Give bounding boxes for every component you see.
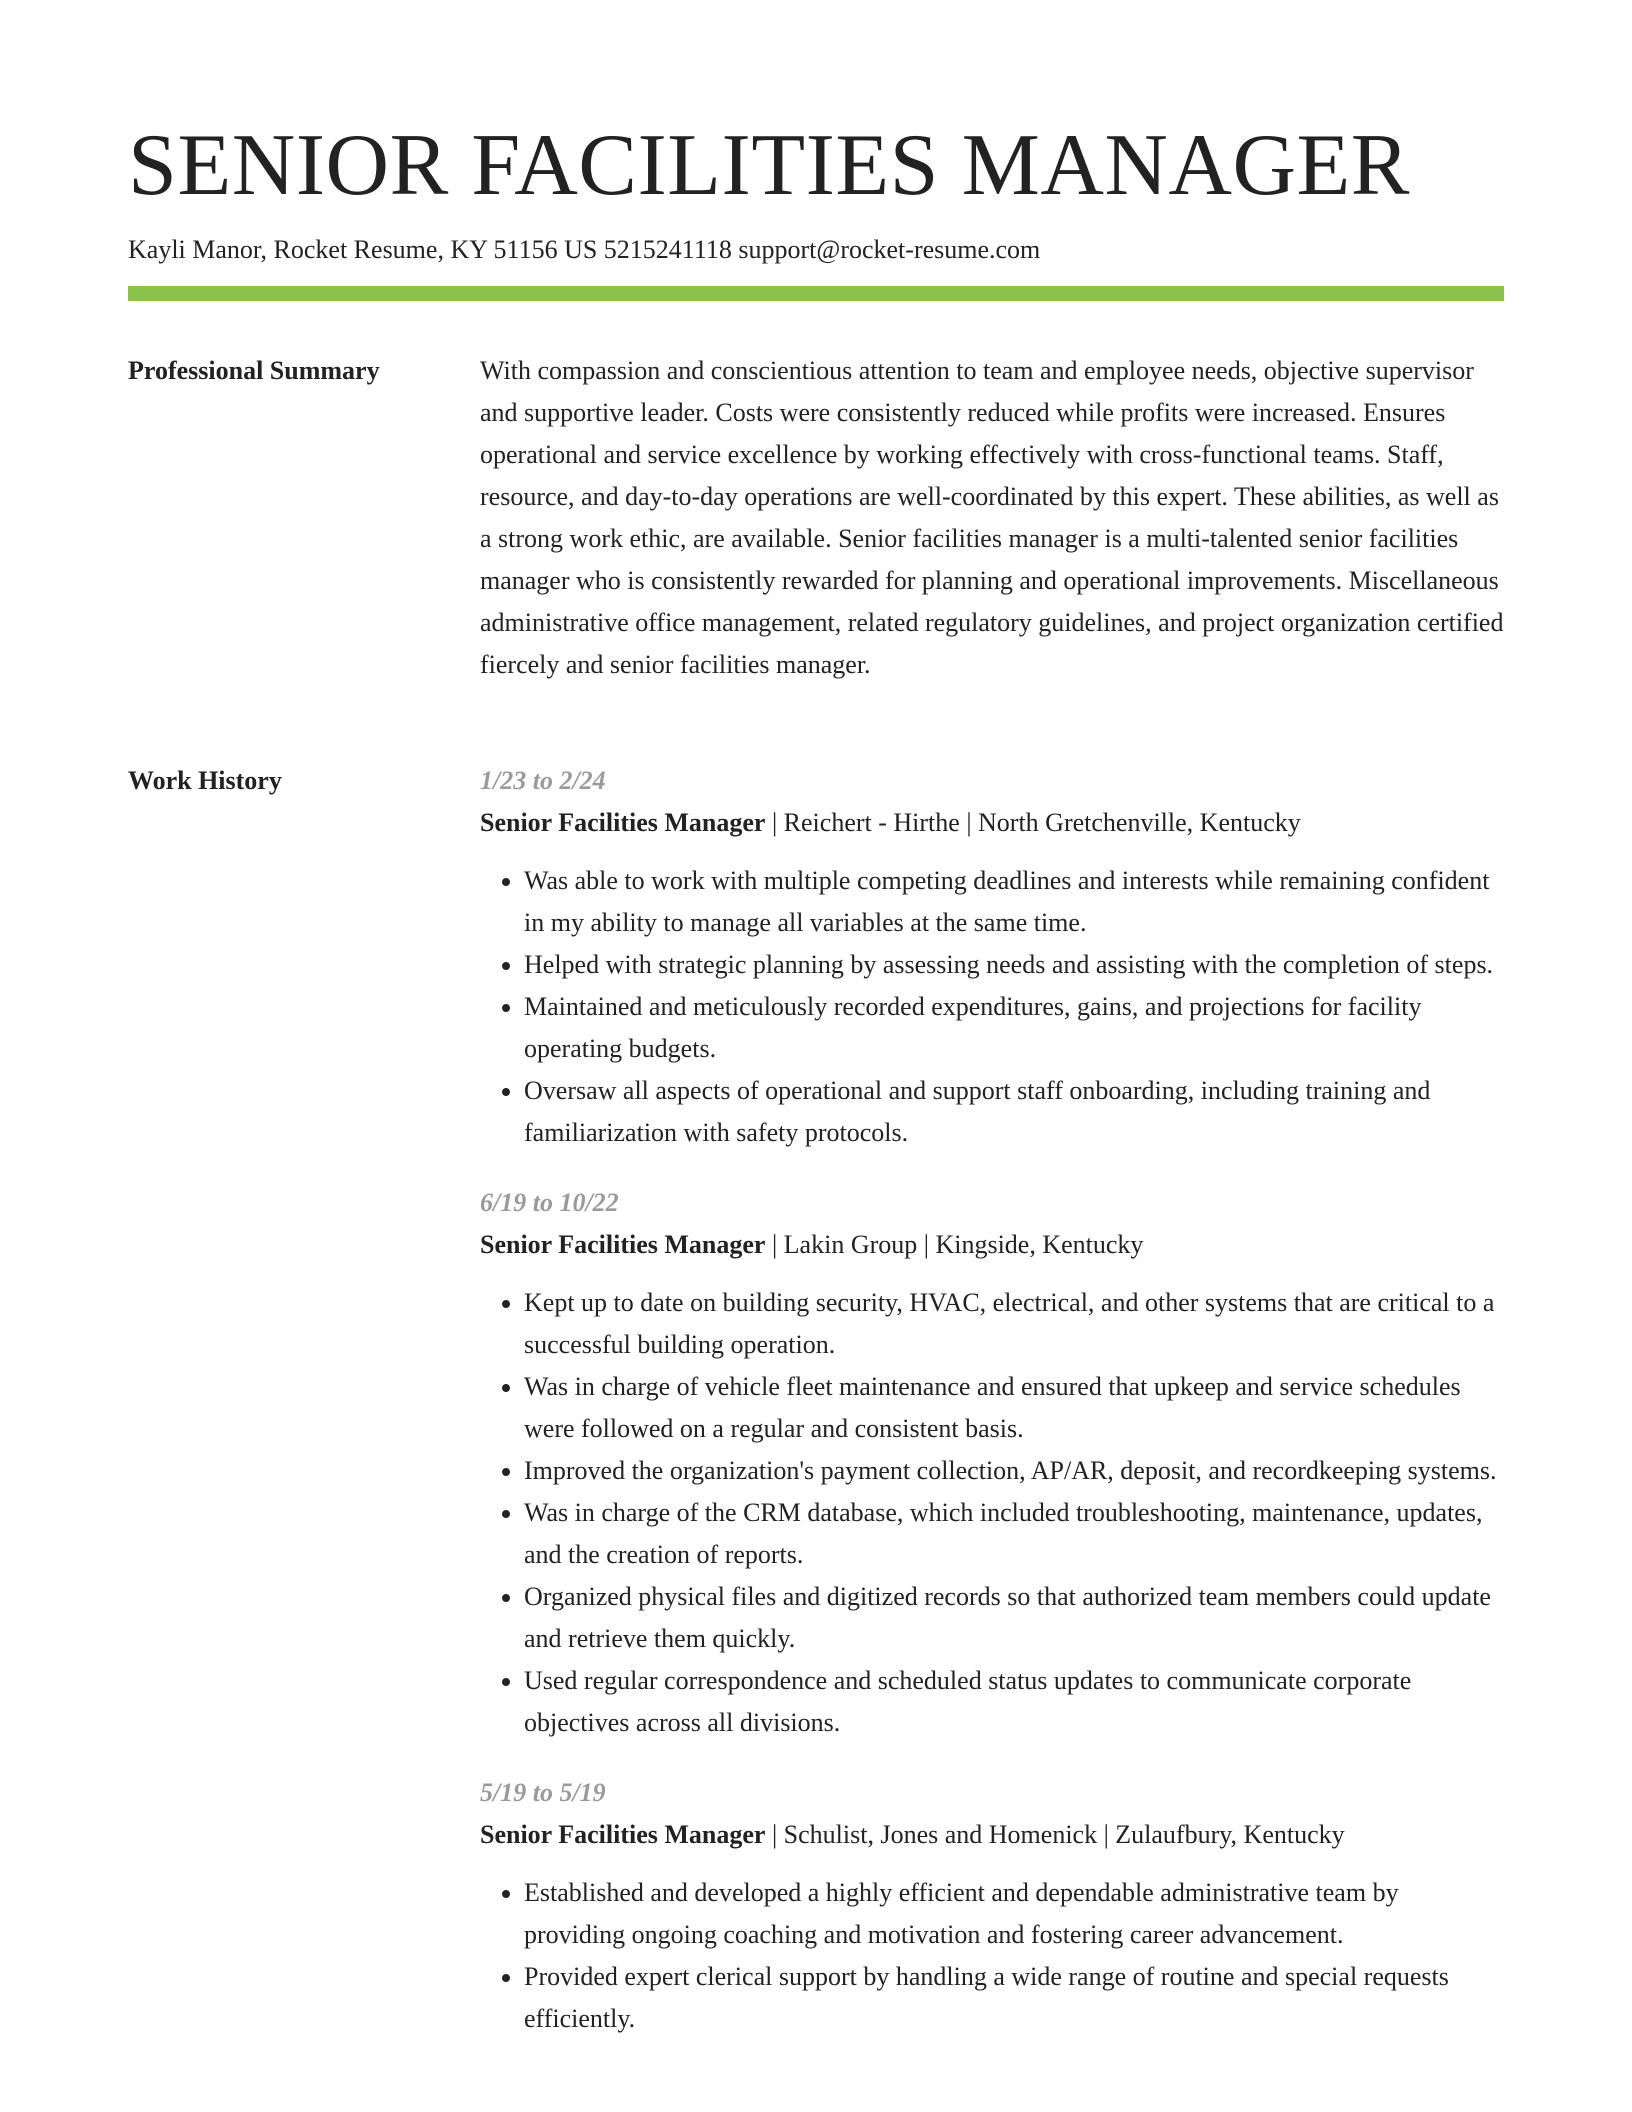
job-title: Senior Facilities Manager bbox=[480, 808, 766, 837]
job-bullet: • Kept up to date on building security, HVAC, electrical, and other systems that are critical to a successful building operation. bbox=[524, 1282, 1504, 1366]
job-bullet-list bbox=[480, 1872, 1504, 2040]
job-details: | Reichert - Hirthe | North Gretchenville, Kentucky bbox=[765, 808, 1301, 837]
job-header bbox=[480, 1814, 1504, 1856]
job-bullet: • Improved the organization's payment collection, AP/AR, deposit, and recordkeeping systems. bbox=[524, 1450, 1504, 1492]
job-details: | Lakin Group | Kingside, Kentucky bbox=[765, 1230, 1144, 1259]
job-title: Senior Facilities Manager bbox=[480, 1230, 766, 1259]
summary-heading: Professional Summary bbox=[128, 356, 380, 385]
summary-text: With compassion and conscientious attention to team and employee needs, objective supervisor and supportive leader. Costs were consistently reduced while profits were increased. Ensures operational and service excellence by working effectively with cross-functional teams. Staff, resource, and day-to-day operations are well-coordinated by this expert. These abilities, as well as a strong work ethic, are available. Senior facilities manager is a multi-talented senior facilities manager who is consistently rewarded for planning and operational improvements. Miscellaneous administrative office management, related regulatory guidelines, and project organization certified fiercely and senior facilities manager. bbox=[480, 356, 1504, 679]
job-dates: 5/19 to 5/19 bbox=[480, 1778, 606, 1807]
job-dates: 6/19 to 10/22 bbox=[480, 1188, 619, 1217]
job-title: Senior Facilities Manager bbox=[480, 1820, 766, 1849]
job-entry bbox=[480, 1182, 1504, 1744]
job-entry bbox=[480, 1772, 1504, 2040]
job-bullet: • Helped with strategic planning by assessing needs and assisting with the completion of steps. bbox=[524, 944, 1504, 986]
job-bullet: • Was in charge of the CRM database, which included troubleshooting, maintenance, updates, and the creation of reports. bbox=[524, 1492, 1504, 1576]
job-bullet-list bbox=[480, 1282, 1504, 1744]
job-dates: 1/23 to 2/24 bbox=[480, 766, 606, 795]
work-history-heading: Work History bbox=[128, 766, 282, 795]
job-bullet: • Was in charge of vehicle fleet maintenance and ensured that upkeep and service schedules were followed on a regular and consistent basis. bbox=[524, 1366, 1504, 1450]
resume-title: SENIOR FACILITIES MANAGER bbox=[128, 117, 1410, 214]
summary-body bbox=[480, 350, 1504, 686]
job-bullet: • Provided expert clerical support by handling a wide range of routine and special requests efficiently. bbox=[524, 1956, 1504, 2040]
job-bullet: • Used regular correspondence and scheduled status updates to communicate corporate objectives across all divisions. bbox=[524, 1660, 1504, 1744]
job-bullet: • Oversaw all aspects of operational and support staff onboarding, including training and familiarization with safety protocols. bbox=[524, 1070, 1504, 1154]
job-bullet: • Organized physical files and digitized records so that authorized team members could update and retrieve them quickly. bbox=[524, 1576, 1504, 1660]
contact-info: Kayli Manor, Rocket Resume, KY 51156 US 5215241118 support@rocket-resume.com bbox=[128, 235, 1041, 264]
work-history-body bbox=[480, 760, 1504, 2068]
job-bullet: • Established and developed a highly efficient and dependable administrative team by providing ongoing coaching and motivation and fostering career advancement. bbox=[524, 1872, 1504, 1956]
job-entry bbox=[480, 760, 1504, 1154]
job-details: | Schulist, Jones and Homenick | Zulaufbury, Kentucky bbox=[765, 1820, 1345, 1849]
job-header bbox=[480, 802, 1504, 844]
job-bullet-list bbox=[480, 860, 1504, 1154]
header-divider bbox=[128, 286, 1504, 301]
job-bullet: • Was able to work with multiple competing deadlines and interests while remaining confident in my ability to manage all variables at the same time. bbox=[524, 860, 1504, 944]
job-header bbox=[480, 1224, 1504, 1266]
job-bullet: • Maintained and meticulously recorded expenditures, gains, and projections for facility operating budgets. bbox=[524, 986, 1504, 1070]
